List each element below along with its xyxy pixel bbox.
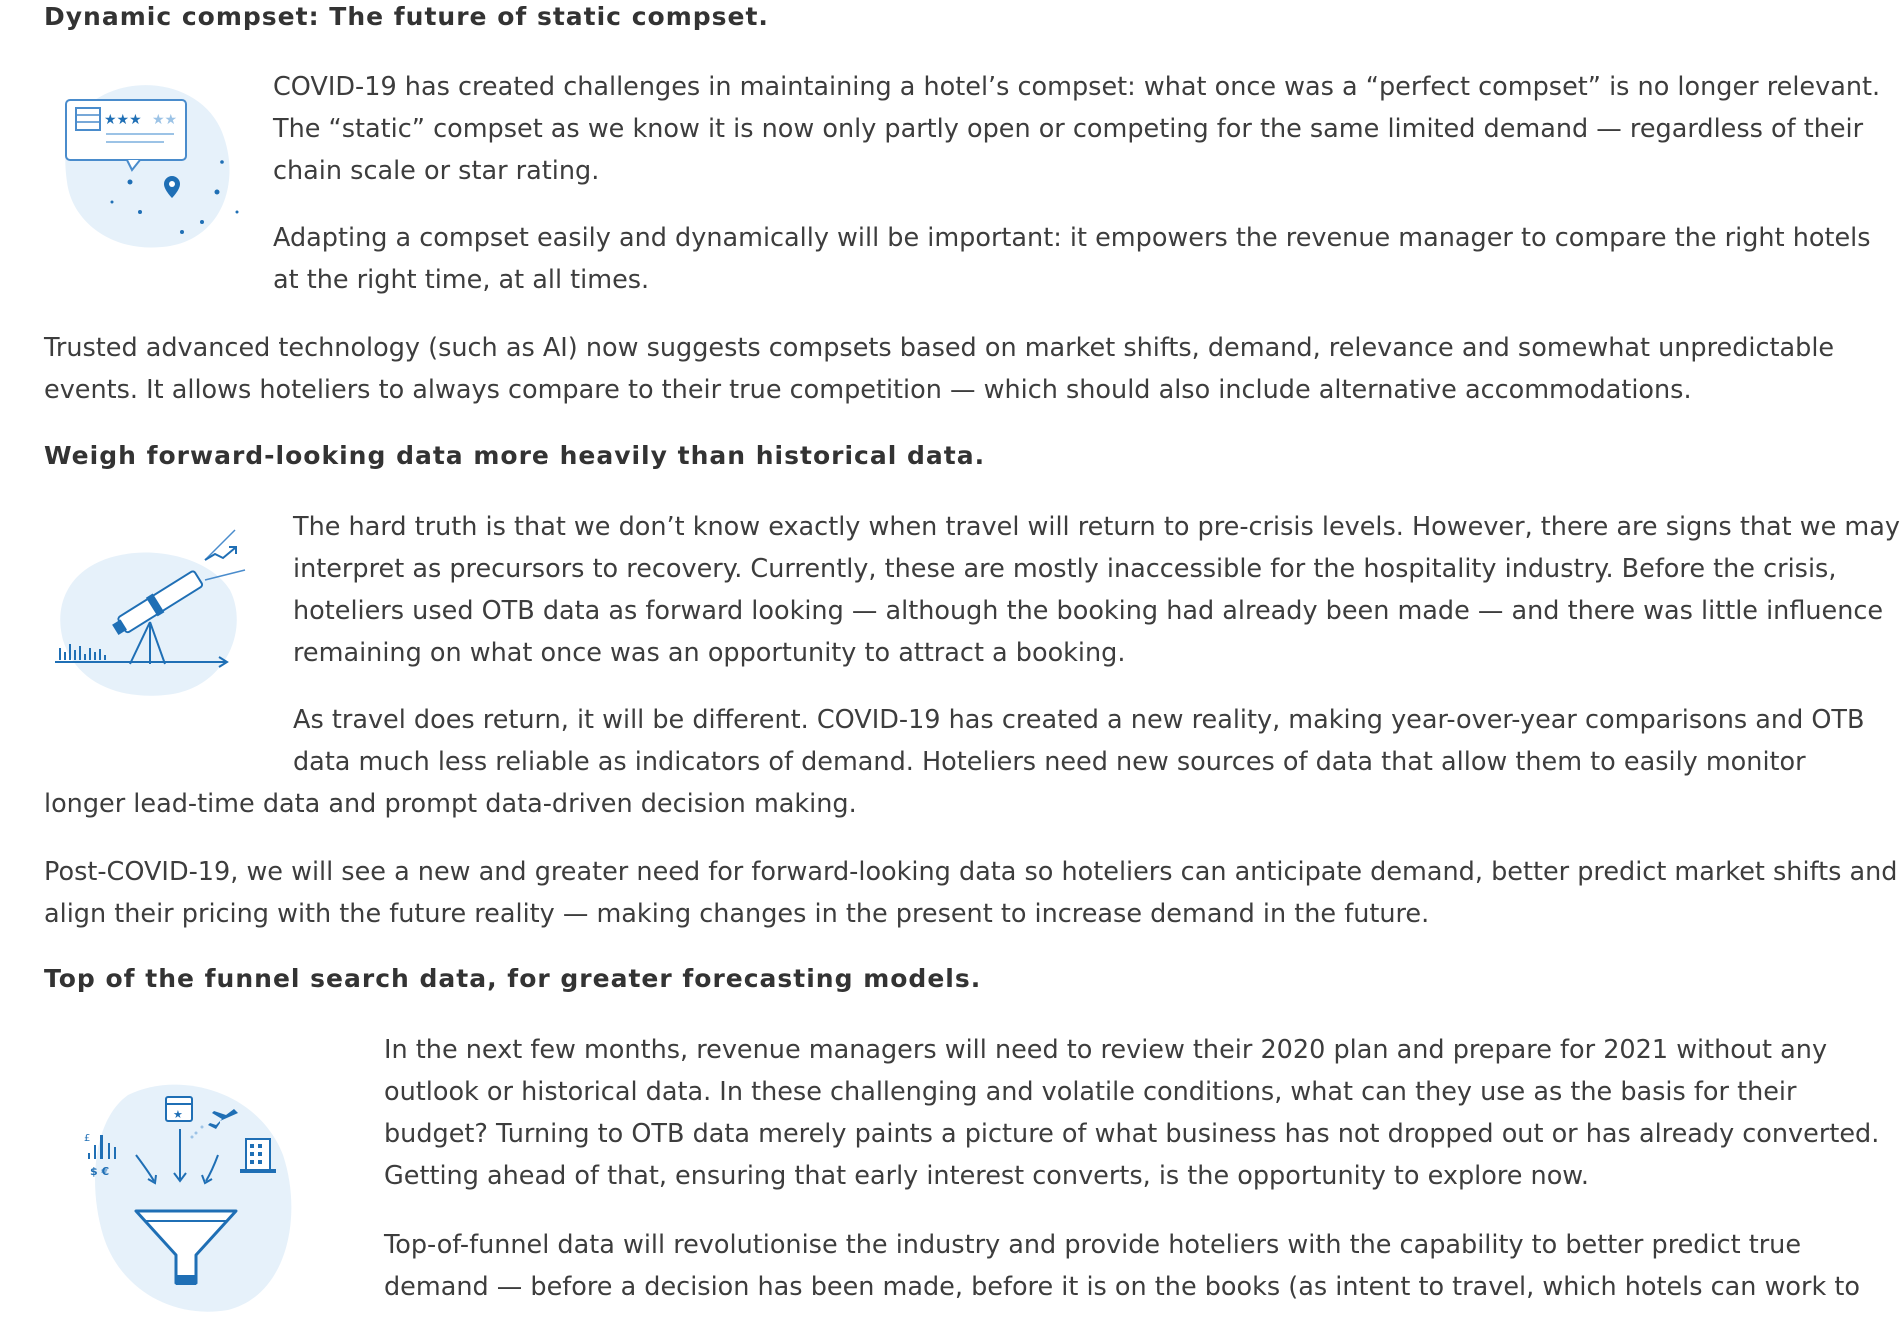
text-line: In the next few months, revenue managers will need to review their 2020 plan and prepare for 2021 without any: [384, 1035, 1828, 1065]
text-line: align their pricing with the future reality — making changes in the present to increase demand in the future.: [44, 899, 1430, 929]
text-line: The hard truth is that we don’t know exactly when travel will return to pre-crisis levels. However, there are signs that we may: [293, 512, 1900, 542]
text-line: Post-COVID-19, we will see a new and greater need for forward-looking data so hoteliers can anticipate demand, better predict market shifts and: [44, 857, 1898, 887]
section-heading-dynamic-compset: Dynamic compset: The future of static compset.: [44, 2, 769, 31]
text-line: budget? Turning to OTB data merely paints a picture of what business has not dropped out or has already converted.: [384, 1119, 1880, 1149]
hotel-rating-map-icon: [52, 72, 237, 252]
svg-text:★★★: ★★★: [104, 112, 142, 128]
paragraph: [293, 699, 1865, 783]
paragraph: [273, 217, 1871, 301]
paragraph: [273, 66, 1880, 192]
text-line: hoteliers used OTB data as forward looking — although the booking had already been made — and there was little influence: [293, 596, 1884, 626]
paragraph: [384, 1224, 1860, 1308]
funnel-icon: [84, 1075, 303, 1315]
text-line: interpret as precursors to recovery. Currently, these are mostly inaccessible for the hospitality industry. Before the crisis,: [293, 554, 1837, 584]
section-heading-top-of-funnel: Top of the funnel search data, for greater forecasting models.: [44, 964, 982, 993]
text-line: Trusted advanced technology (such as AI) now suggests compsets based on market shifts, demand, relevance and somewhat unpredictable: [44, 333, 1835, 363]
telescope-illustration: [55, 530, 250, 704]
hotel-rating-map-illustration: [52, 72, 237, 256]
text-line: chain scale or star rating.: [273, 156, 600, 186]
text-line: Getting ahead of that, ensuring that early interest converts, is the opportunity to explore now.: [384, 1161, 1589, 1191]
text-line: Adapting a compset easily and dynamically will be important: it empowers the revenue manager to compare the right hotels: [273, 223, 1871, 253]
paragraph: [293, 506, 1900, 674]
paragraph: [384, 1029, 1879, 1197]
svg-text:$ €: $ €: [90, 1165, 110, 1178]
text-line: As travel does return, it will be different. COVID-19 has created a new reality, making year-over-year comparisons and OTB: [293, 705, 1865, 735]
text-line: demand — before a decision has been made, before it is on the books (as intent to travel, which hotels can work to: [384, 1272, 1860, 1302]
svg-text:★: ★: [173, 1108, 183, 1121]
paragraph: [44, 783, 857, 825]
telescope-icon: [55, 530, 250, 700]
paragraph: [44, 851, 1897, 935]
svg-text:£: £: [84, 1133, 91, 1144]
text-line: at the right time, at all times.: [273, 265, 650, 295]
funnel-illustration: [84, 1075, 303, 1319]
text-line: remaining on what once was an opportunity to attract a booking.: [293, 638, 1126, 668]
text-line: The “static” compset as we know it is now only partly open or competing for the same limited demand — regardless of their: [273, 114, 1864, 144]
svg-text:★★: ★★: [152, 112, 178, 128]
paragraph: [44, 327, 1834, 411]
text-line: Top-of-funnel data will revolutionise the industry and provide hoteliers with the capability to better predict true: [384, 1230, 1802, 1260]
text-line: COVID-19 has created challenges in maintaining a hotel’s compset: what once was a “perfect compset” is no longer relevant.: [273, 72, 1881, 102]
text-line: events. It allows hoteliers to always compare to their true competition — which should also include alternative accommodations.: [44, 375, 1692, 405]
section-heading-forward-looking: Weigh forward-looking data more heavily than historical data.: [44, 441, 986, 470]
text-line: longer lead-time data and prompt data-driven decision making.: [44, 789, 857, 819]
text-line: data much less reliable as indicators of demand. Hoteliers need new sources of data that allow them to easily monitor: [293, 747, 1806, 777]
text-line: outlook or historical data. In these challenging and volatile conditions, what can they use as the basis for their: [384, 1077, 1797, 1107]
